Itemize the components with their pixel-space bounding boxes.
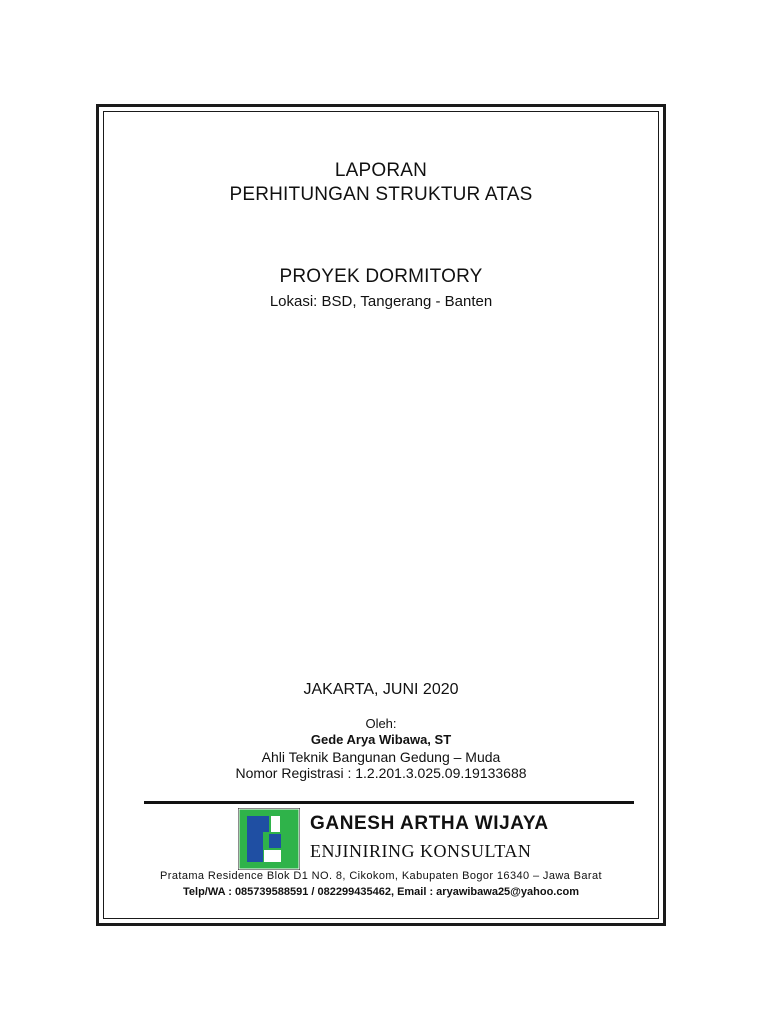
inner-border [103,111,659,919]
phone-text: Telp/WA : 085739588591 / 082299435462 [183,886,391,898]
city-date: JAKARTA, JUNI 2020 [303,681,459,698]
author-title: Ahli Teknik Bangunan Gedung – Muda [261,749,501,765]
report-title-line1: LAPORAN [334,160,428,181]
project-location: Lokasi: BSD, Tangerang - Banten [269,293,493,310]
by-label: Oleh: [365,716,397,731]
company-name: GANESH ARTHA WIJAYA [310,813,549,834]
project-name: PROYEK DORMITORY [279,266,483,287]
report-title-line2: PERHITUNGAN STRUKTUR ATAS [229,184,533,205]
company-address: Pratama Residence Blok D1 NO. 8, Cikokom, Kabupaten Bogor 16340 – Jawa Barat [160,870,602,882]
author-registration: Nomor Registrasi : 1.2.201.3.025.09.19133688 [235,765,527,781]
page-border [96,104,666,926]
email-text: Email : aryawibawa25@yahoo.com [397,886,579,898]
company-contact: Telp/WA : 085739588591 / 082299435462, Email : aryawibawa25@yahoo.com [183,886,579,898]
company-subtitle: ENJINIRING KONSULTAN [310,841,532,861]
divider [144,801,634,804]
company-logo-icon [238,808,300,870]
author-name: Gede Arya Wibawa, ST [310,732,452,747]
